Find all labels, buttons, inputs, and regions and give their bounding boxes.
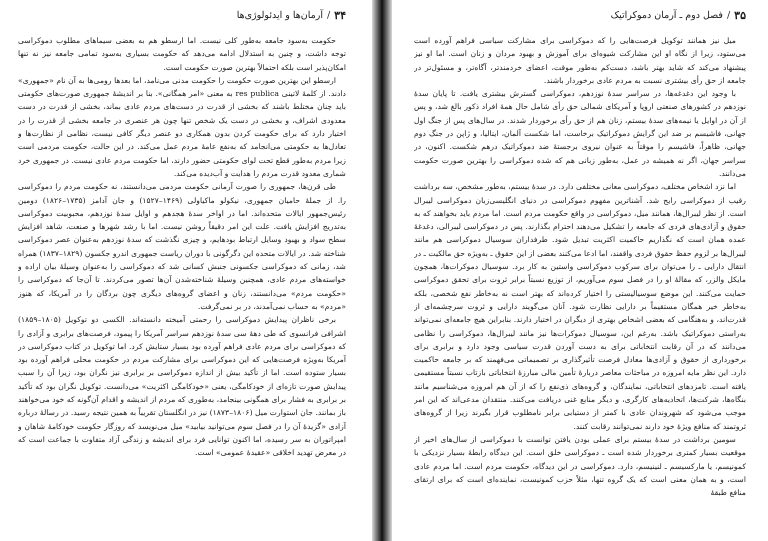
left-page-number: ۳۴ <box>334 9 346 22</box>
right-page-body <box>414 34 746 531</box>
paragraph: حکومت به‌سود جامعه به‌طور کلی نیست. اما ارسطو هم به بعضی سیماهای مطلوب دموکراسی توجه داشت، و چنین به استدلال ادامه می‌دهد که حکومت بسیاری به‌سود تمامی جامعه نیز نه تنها امکان‌پذیر است بلکه احتمالاً بهترین صورت حکومت است. <box>18 36 346 72</box>
paragraph: با وجود این دغدغه‌ها، در سراسر سدهٔ نوزدهم، دموکراسی گسترش بیشتری یافت. تا پایان سدهٔ نوزدهم در کشورهای صنعتی اروپا و آمریکای شمالی حق رأی شامل حال همهٔ افراد ذکور بالغ شد، و پس از آن در اوایل یا نیمه‌های سدهٔ بیستم، زنان هم از حق رأی برخوردار شدند. در سال‌های پس از جنگ اول جهانی، فاشیسم بر ضد این گرایش دموکراتیک برخاست، اما شکست آلمان، ایتالیا، و ژاپن در جنگ دوم جهانی، ظاهراً، فاشیسم را موقتاً به عنوان نیروی برجستهٔ ضد دموکراتیک درهم شکست. اکنون، در سراسر جهان، اگر نه همیشه در عمل، به‌طور زبانی هم که شده دموکراسی را بهترین صورت حکومت می‌دانند. <box>414 89 746 178</box>
paragraph: طی قرن‌ها، جمهوری را صورت آرمانی حکومت مردمی می‌دانستند، نه حکومت مردم را دموکراسی را. از جملهٔ حامیان جمهوری، نیکولو ماکیاولی (۱۴۶۹–۱۵۲۷) و جان آدامز (۱۷۳۵–۱۸۲۶) دومین رئیس‌جمهور ایالات متحده‌اند. اما در اواخر سدهٔ هجدهم و اوایل سدهٔ نوزدهم، محبوبیت دموکراسی به‌تدریج افزایش یافت. علت این امر دقیقاً روشن نیست. اما با رشد شهرها و صنعت، شاهد افزایش سطح سواد و بهبود وسایل ارتباط بودهایم، و چیزی نگذشت که سدهٔ نوزدهم به‌عنوان عصر دموکراسی شناخته شد. در ایالات متحده این دگرگونی با دوران ریاست جمهوری اندرو جکسون (۱۸۲۹–۱۸۳۷) همراه شد، زمانی که دموکراسی جکسونی جنبش کسانی شد که دموکراسی را به‌عنوان وسیلهٔ بیان اراده و خواسته‌های مردم عادی، همچنین وسیلهٔ شناخته‌شدن آن‌ها تصور می‌کردند. تا آن‌جا که دموکراسی را «حکومت مردم» می‌دانستند، زنان و اعضای گروه‌های دیگری چون بردگان را در آمریکا، که هنوز «مردم» به حساب نمی‌آمدند، در بر نمی‌گرفت. <box>18 182 346 311</box>
right-header-separator: / <box>726 10 731 21</box>
left-header-separator: / <box>326 10 331 21</box>
left-running-title: آرمان‌ها و ایدئولوژی‌ها <box>236 10 323 21</box>
paragraph: برخی ناظران پیدایش دموکراسی را رحمتی آمیخته دانسته‌اند. الکسی دو توکویل (۱۸۰۵–۱۸۵۹) اشرافی فرانسوی که طی دههٔ سی سدهٔ نوزدهم سراسر آمریکا را پیمود، فرصت‌های برابری و آزادی را که دموکراسی برای مردم عادی فراهم آورده بود بسیار ستایش کرد. اما توکویل در کتاب دموکراسی در آمریکا به‌ویژه فرصت‌هایی که این دموکراسی برای مشارکت مردم در حکومت محلی فراهم آورده بود بسیار ستوده است. اما از تأکید بیش از اندازه دموکراسی بر برابری نیز نگران بود، زیرا آن را سبب پیدایش صورت تازه‌ای از خودکامگی، یعنی «خودکامگی اکثریت» می‌دانست. توکویل نگران بود که تأکید بر برابری به فشار برای همگونی بینجامد، به‌طوری که مردم از اندیشه و اقدام آن‌گونه که خود می‌خواهند باز بمانند. جان استوارت میل (۱۸۰۶–۱۸۷۳) نیز در انگلستان تقریباً به همین نتیجه رسید. در رسالهٔ درباره آزادی «گزیدهٔ آن را در فصل سوم می‌توانید بیابید» میل می‌نویسد که روزگار حکومت خودکامهٔ شاهان و امپراتوران به سر رسیده، اما اکنون توانایی فرد برای اندیشه و زندگی آزاد متفاوت با جماعت است که در معرض تهدید اخلاقی «عقیدهٔ عمومی» است. <box>18 315 346 458</box>
paragraph: اما نزد اشخاص مختلف، دموکراسی معانی مختلفی دارد. در سدهٔ بیستم، به‌طور مشخص، سه برداشت رقیب از دموکراسی رایج شد. آشناترین مفهوم دموکراسی در دنیای انگلیسی‌زبان دموکراسی لیبرال است. از نظر لیبرال‌ها، همانند میل، دموکراسی در واقع حکومت مردم است. اما مردم باید بخواهند که به حقوق و آزادی‌های فردی که جامعه را تشکیل می‌دهند احترام بگذارند. پس در دموکراسی لیبرالی، دغدغهٔ عمده همان است که نگذاریم حاکمیت اکثریت تبدیل شود. طرفداران سوسیال دموکراسی هم مانند لیبرال‌ها بر لزوم حفظ حقوق فردی واقفند، اما ادعا می‌کنند بعضی از این حقوق ـ به‌ویژه حق مالکیت ـ در انتقال دارایی ـ را می‌توان برای سرکوب دموکراسی واستین به کار برد. سوسیال دموکرات‌ها، همچون مایکل والزر، که مقالهٔ او را در فصل سوم می‌آوریم، از توزیع نسبتاً برابر ثروت برای تحقق دموکراسی حمایت می‌کنند. این موضع سوسیالیستی را اختیار کرده‌اند که بهتر است نه به‌خاطر نفع شخصی، بلکه به‌خاطر خیر همگان مستقیماً بر دارایی نظارت شود. آنان می‌گویند دارایی و ثروت سرچشمه‌ای از قدرت‌اند، و به‌هنگامی که بعضی اشخاص بهتری از دیگران در اختیار دارند. بنابراین هیچ جامعه‌ای نمی‌تواند به‌راستی دموکراتیک باشد. به‌رغم این، سوسیال دموکرات‌ها نیز مانند لیبرال‌ها، دموکراسی را نظامی می‌دانند که در آن رقابت انتخاباتی برای به دست آوردن قدرت سیاسی وجود دارد و برابری برای برخورداری از حقوق و آزادی‌ها معادل فرصت تأثیرگذاری بر تصمیماتی می‌فهمند که بر جامعه حاکمیت دارد. این نظر مایه امروزه در مباحثات معاصر دربارهٔ تأمین مالی مبارزهٔ انتخاباتی بازتاب نسبتاً مستقیمی یافته است. تامزدهای انتخاباتی، نمایندگان، و گروه‌های ذی‌نفع را که از آن هم امروزه می‌شناسیم مانند بنگاه‌ها، شرکت‌ها، اتحادیه‌های کارگری، و دیگر منابع غنی دریافت می‌کنند. منتقدان مدعی‌اند که این امر موجب می‌شود که شهروندان عادی با کمتر از دستیابی برابر نامطلوب قرار بگیرند زیرا از گروه‌های ثروتمند که منافع ویژهٔ خود دارند نمی‌توانند رقابت کنند. <box>414 182 746 431</box>
left-page-body <box>18 34 346 531</box>
left-page-header <box>18 8 346 24</box>
right-page <box>392 0 768 541</box>
paragraph: ارسطو این بهترین صورت حکومت را حکومت مدنی می‌نامد، اما بعدها رومی‌ها به آن نام «جمهوری» دادند. از کلمهٔ لاتینی res publica به معنی «امر همگانی». بنا بر اندیشهٔ جمهوری صورت‌های حکومتی باید چنان مختلط باشند که بخشی از قدرت در دست‌های مردم عادی بماند، بخشی از قدرت در دست معدودی اشراف، و بخشی در دست یک شخص تنها چون هر عنصری در جامعه بخشی از قدرت را در اختیار دارد که برای حکومت کردن بدون همکاری دو عنصر دیگر کافی نیست، نظامی از نظارت‌ها و تعادل‌ها به حکومتی می‌انجامد که به‌نفع عامهٔ مردم عمل می‌کند. در این حالت، حکومت مردمی است زیرا مردم به‌طور قطع تحت لوای حکومتی حضور دارند، اما حکومت مردم عادی نیست. در جمهوری خرد شماری معدود قدرت مردم را هدایت و آب‌دیده می‌کند. <box>18 75 346 178</box>
right-running-title: فصل دوم ـ آرمان دموکراتیک <box>610 10 723 21</box>
paragraph: سومین برداشت در سدهٔ بیستم برای عملی بودن یافتن توانست با دموکراسی از سال‌های اخیر از موقعیت بسیار کمتری برخوردار شده است ـ دموکراسی خلق است. این دیدگاه رابطهٔ بسیار نزدیکی با کمونیسم، یا مارکسیسم ـ لنینیسم، دارد. دموکراسی در این دیدگاه، حکومت مردم است. اما مردم عادی است، و به همان معنی است که یک گروه تنها، مثلاً حزب کمونیست، نماینده‌ای است که برای ارتقای منافع طبقهٔ <box>414 434 746 498</box>
left-page <box>0 0 372 541</box>
book-spine <box>372 0 392 541</box>
right-page-number: ۳۵ <box>734 9 746 22</box>
right-page-header <box>414 8 746 24</box>
paragraph: میل نیز همانند توکویل فرصت‌هایی را که دموکراسی برای مشارکت سیاسی فراهم آورده است می‌ستود، زیرا از نگاه او این مشارکت شیوه‌ای برای آموزش و بهبود مردان و زنان است. اما او نیز پیشنهاد می‌کند که شاید بهتر باشد، دست‌کم به‌طور موقت، اعضای خردمندتر، آگاه‌تر، و مسئول‌تر در جامعه از حق رأی بیشتری نسبت به مردم عادی برخوردار باشند. <box>414 36 746 85</box>
